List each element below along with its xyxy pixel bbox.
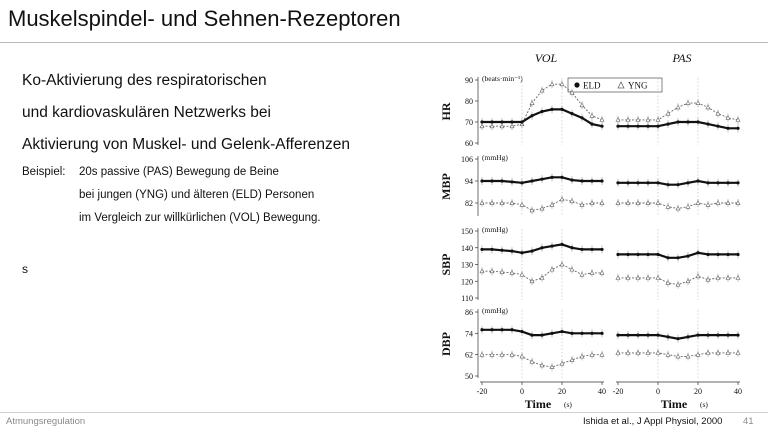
data-point-eld (676, 120, 679, 123)
data-point-eld (500, 179, 503, 182)
data-point-eld (540, 334, 543, 337)
example-line-3: im Vergleich zur willkürlichen (VOL) Bewegung. (79, 212, 321, 224)
hemodynamics-figure (432, 48, 762, 410)
data-point-eld (580, 248, 583, 251)
intro-line-1: Ko-Aktivierung des respiratorischen (22, 72, 267, 89)
data-point-yng (716, 111, 720, 115)
data-point-eld (656, 253, 659, 256)
data-point-yng (706, 203, 710, 207)
y-tick-label: 50 (465, 372, 473, 381)
y-tick-label: 130 (461, 260, 473, 270)
data-point-eld (736, 181, 739, 184)
data-point-eld (726, 253, 729, 256)
example-line-2: bei jungen (YNG) und älteren (ELD) Personen (79, 189, 315, 201)
data-point-eld (500, 249, 503, 252)
data-point-yng (590, 271, 594, 275)
data-point-eld (696, 334, 699, 337)
data-point-eld (510, 120, 513, 123)
data-point-eld (676, 256, 679, 259)
data-point-eld (510, 328, 513, 331)
data-point-eld (726, 181, 729, 184)
row-unit-dbp: (mmHg) (482, 306, 508, 315)
footer-section-label: Atmungsregulation (6, 416, 86, 427)
example-line-1: 20s passive (PAS) Bewegung de Beine (79, 166, 279, 178)
data-point-eld (716, 253, 719, 256)
data-point-eld (706, 181, 709, 184)
data-point-eld (510, 180, 513, 183)
row-label-hr: HR (439, 102, 453, 121)
data-point-yng (560, 197, 564, 201)
page-number: 41 (743, 416, 754, 427)
data-point-eld (686, 335, 689, 338)
data-point-eld (706, 123, 709, 126)
data-point-eld (580, 116, 583, 119)
data-point-eld (570, 246, 573, 249)
data-point-eld (616, 253, 619, 256)
data-point-eld (550, 244, 553, 247)
data-point-yng (696, 274, 700, 278)
data-point-yng (580, 272, 584, 276)
data-point-eld (600, 248, 603, 251)
data-point-yng (590, 114, 594, 118)
title-divider (0, 42, 768, 43)
row-unit-sbp: (mmHg) (482, 225, 508, 234)
data-point-eld (666, 335, 669, 338)
data-point-eld (480, 120, 483, 123)
row-unit-hr: (beats·min⁻¹) (482, 74, 523, 83)
data-point-eld (500, 328, 503, 331)
data-point-yng (686, 204, 690, 208)
x-tick-label: 20 (558, 387, 566, 396)
y-tick-label: 94 (465, 177, 473, 186)
data-point-eld (490, 248, 493, 251)
citation: Ishida et al., J Appl Physiol, 2000 (583, 416, 723, 427)
data-point-eld (686, 181, 689, 184)
y-tick-label: 106 (461, 155, 473, 164)
data-point-eld (520, 181, 523, 184)
data-point-eld (706, 334, 709, 337)
data-point-eld (480, 328, 483, 331)
data-point-eld (666, 123, 669, 126)
data-point-eld (590, 123, 593, 126)
data-point-eld (616, 125, 619, 128)
data-point-eld (560, 108, 563, 111)
footer-divider (0, 412, 768, 413)
x-tick-label: -20 (612, 387, 624, 396)
data-point-yng (666, 352, 670, 356)
x-axis-unit: (s) (564, 400, 572, 409)
data-point-eld (716, 334, 719, 337)
data-point-eld (540, 246, 543, 249)
row-label-mbp: MBP (439, 173, 453, 200)
y-tick-label: 62 (465, 350, 473, 360)
data-point-eld (550, 176, 553, 179)
y-tick-label: 90 (465, 76, 473, 85)
data-point-eld (696, 120, 699, 123)
data-point-eld (696, 251, 699, 254)
y-tick-label: 120 (461, 277, 473, 287)
data-point-eld (656, 334, 659, 337)
data-point-eld (530, 334, 533, 337)
data-point-eld (530, 179, 533, 182)
data-point-eld (656, 181, 659, 184)
data-point-eld (550, 108, 553, 111)
row-label-dbp: DBP (439, 332, 453, 356)
data-point-yng (736, 276, 740, 280)
data-point-eld (646, 334, 649, 337)
y-tick-label: 60 (465, 139, 473, 148)
data-point-yng (676, 105, 680, 109)
data-point-eld (600, 332, 603, 335)
data-point-eld (736, 253, 739, 256)
data-point-eld (706, 253, 709, 256)
data-point-eld (560, 243, 563, 246)
y-tick-label: 150 (461, 227, 473, 236)
data-point-eld (626, 125, 629, 128)
data-point-yng (676, 206, 680, 210)
data-point-eld (666, 256, 669, 259)
x-axis-title: Time (660, 397, 688, 410)
data-point-yng (530, 101, 534, 105)
data-point-eld (636, 334, 639, 337)
row-unit-mbp: (mmHg) (482, 153, 508, 162)
data-point-yng (560, 262, 564, 266)
legend-label-yng: YNG (628, 80, 648, 91)
x-tick-label: 0 (520, 387, 524, 396)
y-tick-label: 80 (465, 97, 473, 106)
panel-title-vol: VOL (534, 51, 558, 65)
x-axis-unit: (s) (700, 400, 708, 409)
slide-title: Muskelspindel- und Sehnen-Rezeptoren (8, 6, 401, 31)
data-point-eld (560, 176, 563, 179)
data-point-eld (726, 334, 729, 337)
data-point-eld (726, 127, 729, 130)
data-point-eld (510, 250, 513, 253)
data-point-eld (736, 127, 739, 130)
data-point-yng (696, 201, 700, 205)
data-point-eld (636, 125, 639, 128)
data-point-eld (646, 253, 649, 256)
data-point-yng (570, 267, 574, 271)
data-point-eld (590, 332, 593, 335)
data-point-yng (676, 354, 680, 358)
data-point-eld (676, 337, 679, 340)
example-label: Beispiel: (22, 166, 66, 178)
y-tick-label: 140 (461, 243, 473, 253)
data-point-eld (580, 332, 583, 335)
x-tick-label: 20 (694, 387, 702, 396)
data-point-eld (636, 181, 639, 184)
data-point-eld (686, 120, 689, 123)
data-point-eld (490, 120, 493, 123)
x-tick-label: 40 (598, 387, 606, 396)
data-point-eld (716, 125, 719, 128)
data-point-eld (666, 183, 669, 186)
data-point-eld (520, 330, 523, 333)
data-point-eld (676, 183, 679, 186)
legend-label-eld: ELD (583, 80, 601, 91)
data-point-eld (590, 248, 593, 251)
data-point-eld (480, 248, 483, 251)
data-point-eld (716, 181, 719, 184)
data-point-yng (686, 279, 690, 283)
x-tick-label: 40 (734, 387, 742, 396)
data-point-eld (520, 120, 523, 123)
data-point-eld (530, 114, 533, 117)
data-point-yng (706, 105, 710, 109)
data-point-eld (646, 181, 649, 184)
data-point-eld (550, 332, 553, 335)
data-point-eld (616, 334, 619, 337)
data-point-eld (480, 179, 483, 182)
y-tick-label: 86 (465, 308, 473, 317)
data-point-eld (580, 179, 583, 182)
data-point-yng (540, 88, 544, 92)
data-point-yng (600, 271, 604, 275)
data-point-eld (570, 112, 573, 115)
legend-marker-eld (574, 82, 579, 87)
data-point-eld (600, 179, 603, 182)
data-point-eld (600, 125, 603, 128)
data-point-eld (626, 334, 629, 337)
data-point-eld (520, 251, 523, 254)
data-point-eld (656, 125, 659, 128)
data-point-eld (530, 250, 533, 253)
data-point-eld (736, 334, 739, 337)
data-point-eld (560, 330, 563, 333)
data-point-eld (570, 178, 573, 181)
data-point-eld (490, 179, 493, 182)
data-point-eld (570, 332, 573, 335)
x-axis-title: Time (524, 397, 552, 410)
x-tick-label: 0 (656, 387, 660, 396)
y-tick-label: 70 (465, 118, 473, 127)
data-point-eld (626, 253, 629, 256)
y-tick-label: 74 (465, 329, 473, 339)
data-point-yng (686, 101, 690, 105)
panel-title-pas: PAS (672, 51, 692, 65)
data-point-eld (686, 255, 689, 258)
row-label-sbp: SBP (439, 253, 453, 276)
data-point-eld (626, 181, 629, 184)
stray-text: s (22, 262, 28, 276)
data-point-eld (646, 125, 649, 128)
intro-line-2: und kardiovaskulären Netzwerks bei (22, 104, 271, 121)
data-point-eld (540, 110, 543, 113)
data-point-eld (540, 178, 543, 181)
y-tick-label: 82 (465, 199, 473, 208)
data-point-yng (580, 103, 584, 107)
data-point-yng (696, 101, 700, 105)
data-point-yng (666, 111, 670, 115)
y-tick-label: 110 (461, 294, 473, 303)
x-tick-label: -20 (476, 387, 488, 396)
intro-line-3: Aktivierung von Muskel- und Gelenk-Afferenzen (22, 136, 350, 153)
data-point-eld (490, 328, 493, 331)
data-point-eld (696, 179, 699, 182)
data-point-eld (616, 181, 619, 184)
data-point-eld (500, 120, 503, 123)
data-point-eld (636, 253, 639, 256)
data-point-eld (590, 179, 593, 182)
